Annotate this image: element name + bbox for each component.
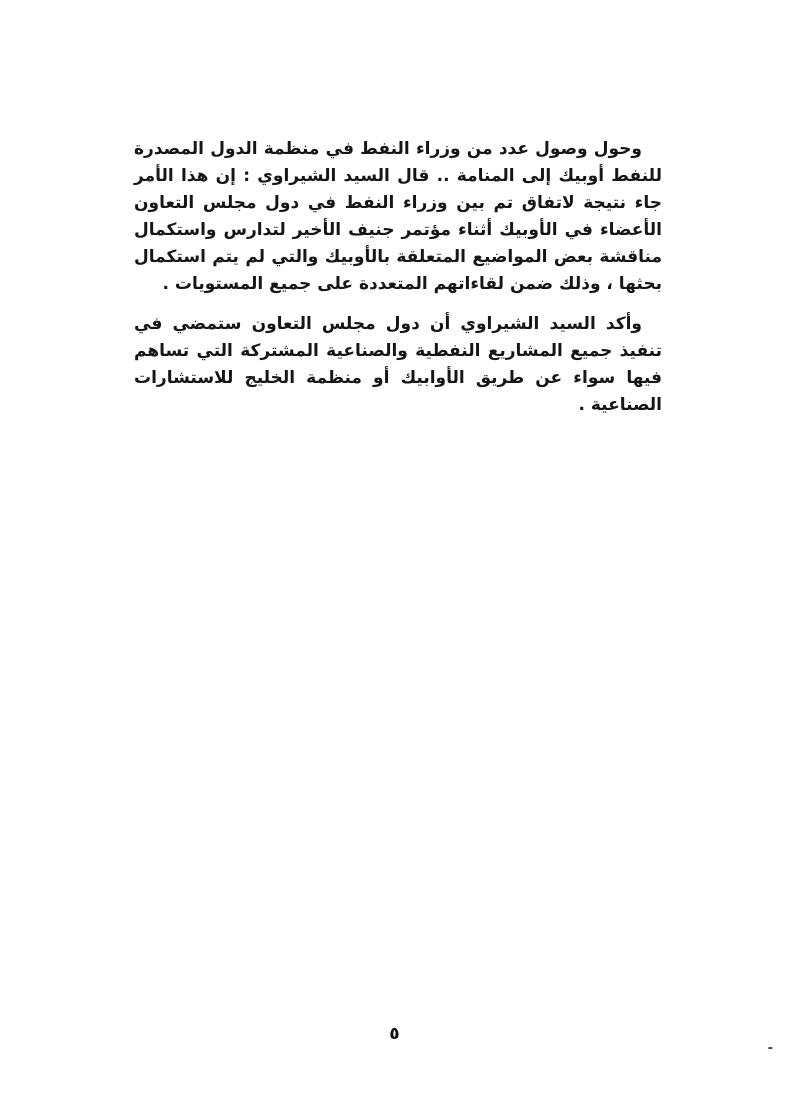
scan-artifact-mark: -	[767, 1041, 773, 1056]
paragraph-1: وحول وصول عدد من وزراء النفط في منظمة الدول المصدرة للنفط أوبيك إلى المنامة .. قال السيد الشيراوي : إن هذا الأمر جاء نتيجة لاتفاق تم بين وزراء النفط في دول مجلس التعاون الأعضاء في الأوبيك أثناء مؤتمر جنيف الأخير لتدارس واستكمال مناقشة بعض المواضيع المتعلقة بالأوبيك والتي لم يتم استكمال بحثها ، وذلك ضمن لقاءاتهم المتعددة على جميع المستويات .	[134, 139, 662, 294]
body-text	[134, 136, 662, 419]
paragraph-2: وأكد السيد الشيراوي أن دول مجلس التعاون ستمضي في تنفيذ جميع المشاريع النفطية والصناعية المشتركة التي تساهم فيها سواء عن طريق الأوابيك أو منظمة الخليج للاستشارات الصناعية .	[134, 314, 662, 415]
page-number: ٥	[389, 1024, 400, 1044]
